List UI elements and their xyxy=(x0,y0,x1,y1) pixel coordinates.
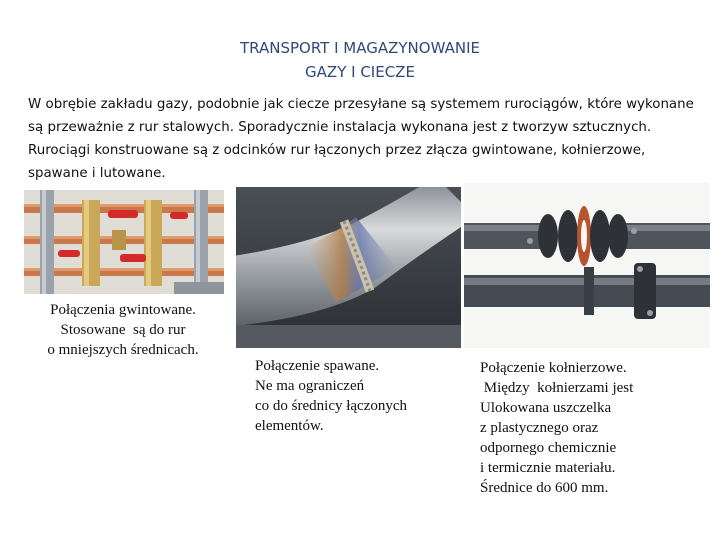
threaded-caption-line: Stosowane są do rur xyxy=(60,322,186,338)
flanged-caption-line: odpornego chemicznie xyxy=(480,440,617,456)
flanged-caption xyxy=(480,358,705,498)
threaded-caption-line: o mniejszych średnicach. xyxy=(47,342,199,358)
welded-pipe-photo xyxy=(236,187,461,348)
threaded-connections-photo xyxy=(24,190,224,294)
intro-paragraph: W obrębie zakładu gazy, podobnie jak ciecze przesyłane są systemem rurociągów, które wykonane są przeważnie z rur stalowych. Sporadycznie instalacja wykonana jest z tworzyw sztucznych. Rurociągi konstruowane są z odcinków rur łączonych przez złącza gwintowane, kołnierzowe, spawane i lutowane. xyxy=(28,97,694,181)
flanged-caption-line: i termicznie materiału. xyxy=(480,460,616,476)
welded-caption-line: Ne ma ograniczeń xyxy=(255,378,365,394)
flanged-caption-line: Między kołnierzami jest xyxy=(480,380,634,396)
flanged-caption-line: Średnice do 600 mm. xyxy=(480,480,609,496)
threaded-caption-line: Połączenia gwintowane. xyxy=(50,302,196,318)
flanged-caption-line: z plastycznego oraz xyxy=(480,420,599,436)
threaded-caption xyxy=(18,300,228,360)
flanged-connection-photo xyxy=(464,183,710,348)
slide-title: TRANSPORT I MAGAZYNOWANIE xyxy=(240,39,480,57)
slide-subtitle: GAZY I CIECZE xyxy=(305,63,415,81)
welded-caption xyxy=(255,356,460,436)
flanged-caption-line: Połączenie kołnierzowe. xyxy=(480,360,627,376)
flanged-caption-line: Ulokowana uszczelka xyxy=(480,400,612,416)
welded-caption-line: Połączenie spawane. xyxy=(255,358,380,374)
welded-caption-line: co do średnicy łączonych xyxy=(255,398,408,414)
welded-caption-line: elementów. xyxy=(255,418,324,434)
